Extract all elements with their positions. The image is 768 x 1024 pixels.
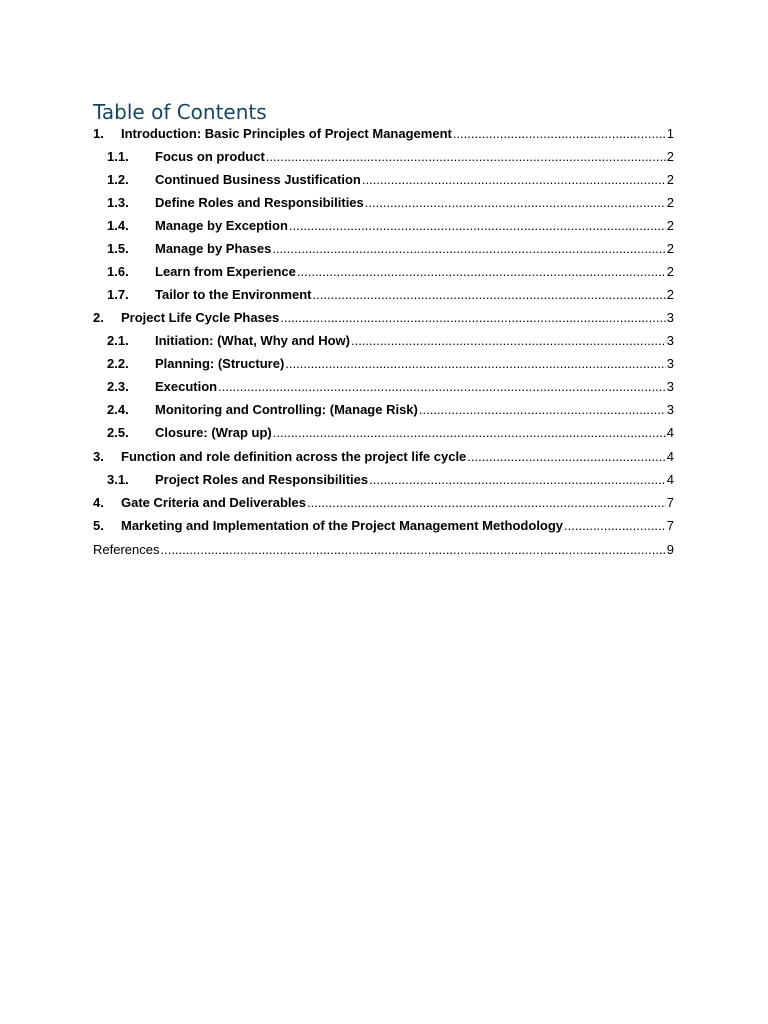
toc-entry-text: Closure: (Wrap up) <box>155 425 272 440</box>
toc-entry-page-number: 7 <box>666 518 674 533</box>
toc-entry-text: Initiation: (What, Why and How) <box>155 333 350 348</box>
toc-dot-leader <box>453 126 666 142</box>
toc-entry[interactable] <box>93 126 674 142</box>
toc-dot-leader <box>285 356 665 372</box>
toc-entry-page-number: 3 <box>666 402 674 417</box>
toc-entry-text: Project Roles and Responsibilities <box>155 472 369 487</box>
toc-entry-page-number: 3 <box>666 379 674 394</box>
toc-dot-leader <box>467 449 665 465</box>
toc-entry-text: Gate Criteria and Deliverables <box>121 495 306 510</box>
toc-entry-number: 1.7. <box>107 287 129 302</box>
document-page <box>93 100 674 558</box>
toc-dot-leader <box>369 472 666 488</box>
toc-entry-page-number: 9 <box>666 542 674 557</box>
toc-entry-number: 2.3. <box>107 379 129 394</box>
toc-entry[interactable] <box>93 218 674 234</box>
toc-entry-text: Manage by Exception <box>155 218 288 233</box>
toc-dot-leader <box>362 172 666 188</box>
toc-dot-leader <box>289 218 666 234</box>
toc-dot-leader <box>218 379 666 395</box>
toc-entry-number: 2.5. <box>107 425 129 440</box>
toc-entry-page-number: 4 <box>666 425 674 440</box>
toc-entry[interactable] <box>93 379 674 395</box>
toc-entry[interactable] <box>93 172 674 188</box>
toc-entry-number: 1.6. <box>107 264 129 279</box>
toc-entry-text: Learn from Experience <box>155 264 296 279</box>
toc-entry-number: 3.1. <box>107 472 129 487</box>
toc-entry-text: Tailor to the Environment <box>155 287 312 302</box>
toc-entry[interactable] <box>93 264 674 280</box>
toc-entry-text: Focus on product <box>155 149 265 164</box>
toc-entry-page-number: 7 <box>666 495 674 510</box>
toc-entry-number: 4. <box>93 495 104 510</box>
toc-dot-leader <box>365 195 666 211</box>
toc-entry-number: 1. <box>93 126 104 141</box>
toc-entry-number: 2.4. <box>107 402 129 417</box>
toc-entry-text: Manage by Phases <box>155 241 272 256</box>
toc-entry-number: 2.2. <box>107 356 129 371</box>
toc-entry-text: Project Life Cycle Phases <box>121 310 280 325</box>
toc-entry-number: 1.3. <box>107 195 129 210</box>
toc-dot-leader <box>313 287 666 303</box>
toc-dot-leader <box>351 333 666 349</box>
toc-entry-page-number: 2 <box>666 172 674 187</box>
toc-dot-leader <box>564 518 666 534</box>
toc-dot-leader <box>307 495 666 511</box>
toc-entry-text: Planning: (Structure) <box>155 356 285 371</box>
toc-entry-page-number: 4 <box>666 449 674 464</box>
toc-entry[interactable] <box>93 472 674 488</box>
toc-entry[interactable] <box>93 149 674 165</box>
toc-entry-page-number: 3 <box>666 333 674 348</box>
toc-dot-leader <box>266 149 666 165</box>
toc-entry[interactable] <box>93 310 674 326</box>
toc-dot-leader <box>273 425 666 441</box>
toc-dot-leader <box>297 264 666 280</box>
toc-entry-text: Marketing and Implementation of the Project Management Methodology <box>121 518 564 533</box>
toc-entry[interactable] <box>93 356 674 372</box>
toc-entry-page-number: 1 <box>666 126 674 141</box>
toc-entry-text: Define Roles and Responsibilities <box>155 195 364 210</box>
toc-dot-leader <box>419 402 666 418</box>
toc-entry[interactable] <box>93 195 674 211</box>
toc-entry-page-number: 3 <box>666 356 674 371</box>
toc-dot-leader <box>160 542 665 558</box>
toc-entry-text: Introduction: Basic Principles of Project Management <box>121 126 452 141</box>
toc-entry-number: 1.1. <box>107 149 129 164</box>
toc-entry[interactable] <box>93 287 674 303</box>
toc-entry-page-number: 2 <box>666 287 674 302</box>
toc-entry[interactable] <box>93 495 674 511</box>
toc-entry-page-number: 2 <box>666 218 674 233</box>
toc-entry-page-number: 3 <box>666 310 674 325</box>
toc-entry-page-number: 2 <box>666 241 674 256</box>
toc-entry[interactable] <box>93 449 674 465</box>
toc-dot-leader <box>272 241 665 257</box>
toc-title: Table of Contents <box>93 100 267 124</box>
toc-entry[interactable] <box>93 402 674 418</box>
toc-entry-number: 2. <box>93 310 104 325</box>
toc-list <box>93 126 674 558</box>
toc-dot-leader <box>280 310 666 326</box>
toc-entry-text: References <box>93 542 160 557</box>
toc-entry-text: Execution <box>155 379 218 394</box>
toc-entry-number: 1.5. <box>107 241 129 256</box>
toc-entry-number: 3. <box>93 449 104 464</box>
toc-entry-page-number: 4 <box>666 472 674 487</box>
toc-entry-page-number: 2 <box>666 149 674 164</box>
toc-entry-page-number: 2 <box>666 195 674 210</box>
toc-entry-number: 1.4. <box>107 218 129 233</box>
toc-entry[interactable] <box>93 241 674 257</box>
toc-entry-page-number: 2 <box>666 264 674 279</box>
toc-entry-text: Continued Business Justification <box>155 172 361 187</box>
toc-entry-number: 5. <box>93 518 104 533</box>
toc-entry-number: 2.1. <box>107 333 129 348</box>
toc-entry[interactable] <box>93 333 674 349</box>
toc-entry-text: Monitoring and Controlling: (Manage Risk) <box>155 402 418 417</box>
toc-entry[interactable] <box>93 542 674 558</box>
toc-entry-number: 1.2. <box>107 172 129 187</box>
toc-entry-text: Function and role definition across the project life cycle <box>121 449 467 464</box>
toc-entry[interactable] <box>93 425 674 441</box>
toc-entry[interactable] <box>93 518 674 534</box>
